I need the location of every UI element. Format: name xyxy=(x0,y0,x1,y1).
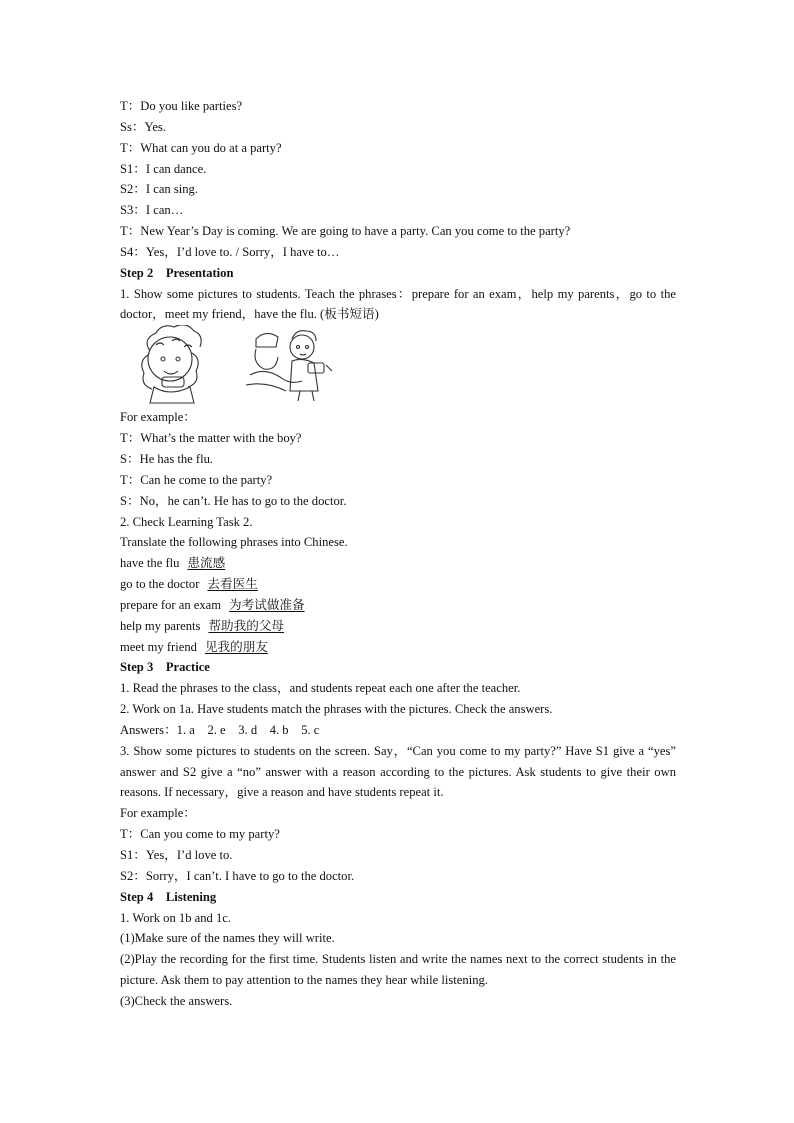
phrase-zh-answer: 患流感 xyxy=(187,556,226,571)
phrase-en: help my parents xyxy=(120,618,201,633)
phrase-row xyxy=(120,574,676,595)
dialog-line: S2：Sorry，I can’t. I have to go to the doctor. xyxy=(120,868,355,883)
step3-item1: 1. Read the phrases to the class，and students repeat each one after the teacher. xyxy=(120,681,521,696)
doctor-boy-illustration xyxy=(240,325,340,405)
phrase-row xyxy=(120,616,676,637)
dialog-line: S：No，he can’t. He has to go to the doctor. xyxy=(120,493,347,508)
dialog-line: T：What can you do at a party? xyxy=(120,140,282,155)
phrase-zh-answer: 去看医生 xyxy=(207,577,258,592)
phrase-row xyxy=(120,595,676,616)
dialog-line: T：New Year’s Day is coming. We are going to have a party. Can you come to the party? xyxy=(120,224,571,239)
step4-sub1: (1)Make sure of the names they will write. xyxy=(120,931,335,946)
dialog-line: S4：Yes，I’d love to. / Sorry，I have to… xyxy=(120,244,340,259)
document-page xyxy=(120,96,676,1012)
sick-girl-illustration xyxy=(126,325,218,405)
phrase-row xyxy=(120,637,676,658)
illustrations xyxy=(120,325,676,407)
phrase-en: have the flu xyxy=(120,556,180,571)
step3-item2: 2. Work on 1a. Have students match the phrases with the pictures. Check the answers. xyxy=(120,702,553,717)
step4-sub3: (3)Check the answers. xyxy=(120,993,233,1008)
dialog-line: S1：Yes，I’d love to. xyxy=(120,848,233,862)
dialog-line: S2：I can sing. xyxy=(120,182,199,197)
dialog-line: S3：I can… xyxy=(120,203,184,218)
dialog-line: T：Can you come to my party? xyxy=(120,827,280,842)
phrase-zh-answer: 为考试做准备 xyxy=(229,597,305,612)
answers-line: Answers：1. a 2. e 3. d 4. b 5. c xyxy=(120,722,320,737)
phrase-row xyxy=(120,553,676,574)
dialog-line: T：Do you like parties? xyxy=(120,99,243,113)
step4-heading: Step 4 Listening xyxy=(120,889,217,904)
phrase-en: prepare for an exam xyxy=(120,597,222,612)
phrase-en: go to the doctor xyxy=(120,577,200,592)
for-example-label: For example： xyxy=(120,806,196,821)
step2-heading: Step 2 Presentation xyxy=(120,265,234,280)
phrase-zh-answer: 帮助我的父母 xyxy=(208,618,285,633)
step2-item1: 1. Show some pictures to students. Teach the phrases：prepare for an exam，help my parents，go to the doctor，meet my friend，have the flu. (板书短语) xyxy=(120,286,676,322)
dialog-line: T：What’s the matter with the boy? xyxy=(120,431,302,446)
for-example-label: For example： xyxy=(120,410,196,425)
step4-sub2: (2)Play the recording for the first time. Students listen and write the names next to the correct students in the picture. Ask them to pay attention to the names they hear while listening. xyxy=(120,952,676,988)
dialog-line: S1：I can dance. xyxy=(120,161,207,176)
step4-item1: 1. Work on 1b and 1c. xyxy=(120,910,232,925)
dialog-line: Ss：Yes. xyxy=(120,119,166,134)
dialog-line: T：Can he come to the party? xyxy=(120,472,273,487)
step3-item3: 3. Show some pictures to students on the screen. Say，“Can you come to my party?” Have S1 give a “yes” answer and S2 give a “no” answer with a reason according to the pictures. Ask students to give their own reasons. If necessary，give a reason and have students repeat it. xyxy=(120,743,676,800)
phrase-zh-answer: 见我的朋友 xyxy=(204,639,268,654)
dialog-line: S：He has the flu. xyxy=(120,451,214,466)
step2-item2: 2. Check Learning Task 2. xyxy=(120,514,253,529)
phrase-en: meet my friend xyxy=(120,639,197,654)
translate-instruction: Translate the following phrases into Chinese. xyxy=(120,535,348,550)
step3-heading: Step 3 Practice xyxy=(120,660,210,675)
